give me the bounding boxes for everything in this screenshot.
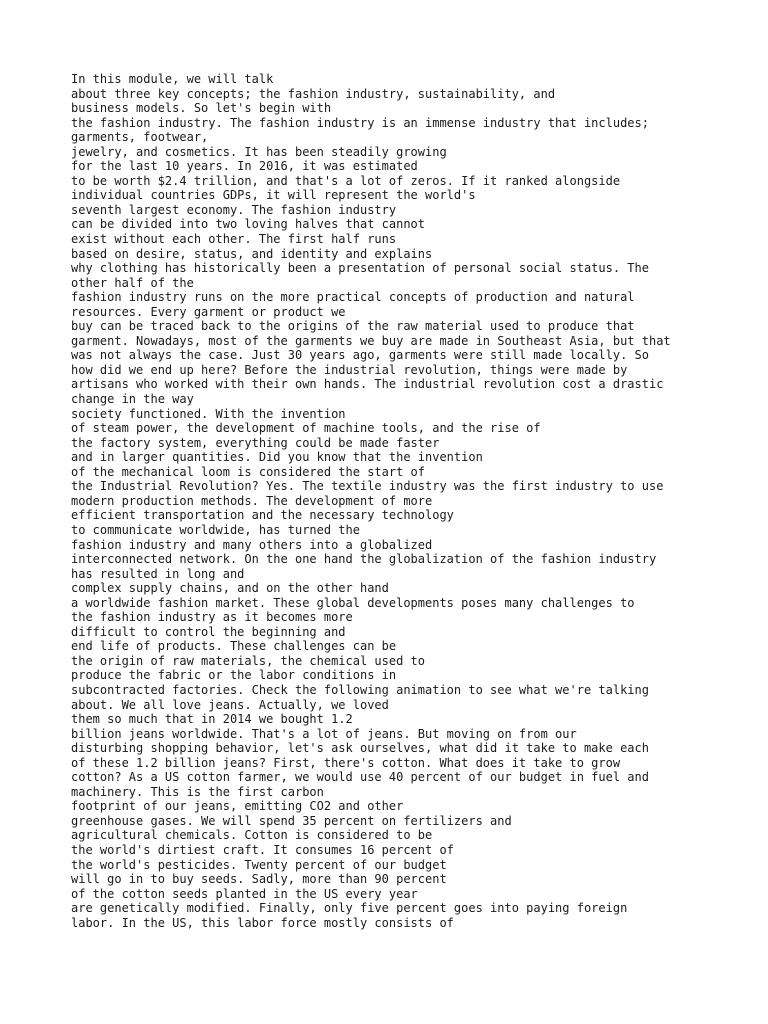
transcript-line: to communicate worldwide, has turned the (71, 522, 360, 537)
transcript-line: garments, footwear, (71, 130, 209, 145)
transcript-line: of steam power, the development of machine tools, and the rise of (71, 421, 541, 436)
transcript-line: footprint of our jeans, emitting CO2 and other (71, 799, 404, 814)
transcript-line: has resulted in long and (71, 566, 245, 581)
transcript-line: why clothing has historically been a presentation of personal social status. The (71, 261, 649, 276)
transcript-line: disturbing shopping behavior, let's ask ourselves, what did it take to make each (71, 741, 649, 756)
transcript-line: agricultural chemicals. Cotton is considered to be (71, 828, 433, 843)
transcript-line: difficult to control the beginning and (71, 624, 346, 639)
transcript-line: of the mechanical loom is considered the start of (71, 464, 426, 479)
transcript-line: the world's dirtiest craft. It consumes 16 percent of (71, 842, 454, 857)
transcript-line: based on desire, status, and identity and explains (71, 246, 433, 261)
transcript-line: change in the way (71, 392, 194, 407)
transcript-line: fashion industry and many others into a globalized (71, 537, 433, 552)
transcript-line: of these 1.2 billion jeans? First, there's cotton. What does it take to grow (71, 755, 621, 770)
transcript-line: of the cotton seeds planted in the US every year (71, 886, 418, 901)
transcript-line: subcontracted factories. Check the following animation to see what we're talking (71, 682, 649, 697)
transcript-line: for the last 10 years. In 2016, it was estimated (71, 159, 418, 174)
transcript-line: produce the fabric or the labor conditions in (71, 668, 397, 683)
transcript-line: them so much that in 2014 we bought 1.2 (71, 712, 353, 727)
transcript-line: greenhouse gases. We will spend 35 percent on fertilizers and (71, 813, 512, 828)
transcript-line: labor. In the US, this labor force mostly consists of (71, 915, 454, 930)
transcript-line: billion jeans worldwide. That's a lot of jeans. But moving on from our (71, 726, 577, 741)
transcript-line: end life of products. These challenges can be (71, 639, 397, 654)
transcript-line: artisans who worked with their own hands. The industrial revolution cost a drastic (71, 377, 664, 392)
transcript-line: about. We all love jeans. Actually, we loved (71, 697, 389, 712)
transcript-line: resources. Every garment or product we (71, 304, 346, 319)
transcript-line: exist without each other. The first half runs (71, 232, 397, 247)
transcript-line: garment. Nowadays, most of the garments we buy are made in Southeast Asia, but that (71, 333, 671, 348)
transcript-line: jewelry, and cosmetics. It has been steadily growing (71, 144, 447, 159)
transcript-line: how did we end up here? Before the industrial revolution, things were made by (71, 362, 628, 377)
transcript-line: In this module, we will talk (71, 72, 274, 86)
transcript-line: the origin of raw materials, the chemical used to (71, 653, 426, 668)
transcript-line: to be worth $2.4 trillion, and that's a lot of zeros. If it ranked alongside (71, 173, 621, 188)
transcript-line: the fashion industry as it becomes more (71, 610, 353, 625)
transcript-line: business models. So let's begin with (71, 101, 332, 116)
transcript-line: a worldwide fashion market. These global developments poses many challenges to (71, 595, 635, 610)
transcript-line: efficient transportation and the necessary technology (71, 508, 454, 523)
transcript-line: seventh largest economy. The fashion industry (71, 202, 397, 217)
transcript-line: the fashion industry. The fashion industry is an immense industry that includes; (71, 115, 649, 130)
transcript-line: cotton? As a US cotton farmer, we would use 40 percent of our budget in fuel and (71, 770, 649, 785)
transcript-line: modern production methods. The development of more (71, 493, 433, 508)
transcript-line: will go in to buy seeds. Sadly, more than 90 percent (71, 872, 447, 887)
transcript-line: was not always the case. Just 30 years ago, garments were still made locally. So (71, 348, 649, 363)
transcript-line: society functioned. With the invention (71, 406, 346, 421)
transcript-line: can be divided into two loving halves that cannot (71, 217, 426, 232)
transcript-line: and in larger quantities. Did you know that the invention (71, 450, 483, 465)
transcript-line: interconnected network. On the one hand the globalization of the fashion industry (71, 552, 657, 567)
transcript-text (71, 72, 761, 930)
transcript-line: the factory system, everything could be made faster (71, 435, 440, 450)
transcript-line: complex supply chains, and on the other hand (71, 581, 389, 596)
transcript-line: machinery. This is the first carbon (71, 784, 324, 799)
transcript-line: other half of the (71, 275, 194, 290)
transcript-line: the Industrial Revolution? Yes. The textile industry was the first industry to use (71, 479, 664, 494)
transcript-line: individual countries GDPs, it will represent the world's (71, 188, 476, 203)
transcript-line: buy can be traced back to the origins of the raw material used to produce that (71, 319, 635, 334)
transcript-line: the world's pesticides. Twenty percent of our budget (71, 857, 447, 872)
transcript-line: fashion industry runs on the more practical concepts of production and natural (71, 290, 635, 305)
transcript-line: are genetically modified. Finally, only five percent goes into paying foreign (71, 901, 628, 916)
transcript-line: about three key concepts; the fashion industry, sustainability, and (71, 86, 556, 101)
